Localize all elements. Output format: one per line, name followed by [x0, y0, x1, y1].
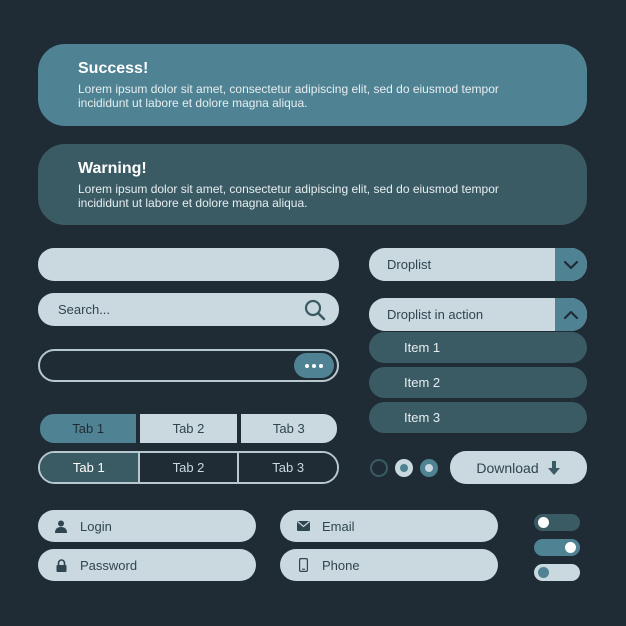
success-alert-title: Success!: [78, 60, 149, 77]
download-arrow-icon: [547, 460, 561, 476]
password-field[interactable]: [38, 549, 256, 581]
search-input[interactable]: [38, 293, 339, 326]
droplist[interactable]: [369, 248, 587, 281]
phone-field[interactable]: [280, 549, 498, 581]
login-label: Login: [80, 518, 112, 534]
tab-dark-1[interactable]: Tab 1: [40, 453, 138, 482]
droplist-open[interactable]: [369, 298, 587, 331]
dot-icon: [305, 364, 309, 368]
radio-unchecked[interactable]: [370, 459, 388, 477]
warning-alert-title: Warning!: [78, 159, 147, 177]
toggle-switch-2[interactable]: [534, 539, 580, 556]
radio-dot: [425, 464, 433, 472]
chevron-up-icon[interactable]: [555, 298, 587, 331]
success-alert: [38, 44, 587, 126]
droplist-label: Droplist: [387, 257, 432, 272]
tab-light-3[interactable]: Tab 3: [239, 412, 339, 445]
tab-light-2[interactable]: Tab 2: [138, 412, 238, 445]
password-label: Password: [80, 557, 138, 573]
droplist-item-2[interactable]: Item 2: [369, 367, 587, 398]
radio-dot: [400, 464, 408, 472]
radio-checked-light[interactable]: [395, 459, 413, 477]
radio-checked-dark[interactable]: [420, 459, 438, 477]
tab-dark-3[interactable]: Tab 3: [237, 453, 337, 482]
toggle-knob: [538, 517, 549, 528]
toggle-knob: [565, 542, 576, 553]
user-icon: [54, 519, 68, 533]
more-options-button[interactable]: [294, 353, 334, 378]
tab-light-1[interactable]: Tab 1: [38, 412, 138, 445]
phone-label: Phone: [322, 557, 360, 573]
warning-alert: [38, 144, 587, 225]
toggle-switch-3[interactable]: [534, 564, 580, 581]
tab-bar-light: [38, 412, 339, 445]
dot-icon: [319, 364, 323, 368]
download-label: Download: [476, 459, 539, 476]
dot-icon: [312, 364, 316, 368]
droplist-open-label: Droplist in action: [387, 307, 484, 322]
warning-alert-message-line2: incididunt ut labore et dolore magna aliqua.: [78, 195, 308, 210]
tab-bar-dark: [38, 451, 339, 484]
lock-icon: [54, 558, 68, 572]
toggle-knob: [538, 567, 549, 578]
email-field[interactable]: [280, 510, 498, 542]
success-alert-message-line1: Lorem ipsum dolor sit amet, consectetur adipiscing elit, sed do eiusmod tempor: [78, 82, 499, 96]
text-input[interactable]: [38, 248, 339, 281]
toggle-switch-1[interactable]: [534, 514, 580, 531]
warning-alert-message-line1: Lorem ipsum dolor sit amet, consectetur adipiscing elit, sed do eiusmod tempor: [78, 181, 499, 196]
success-alert-message-line2: incididunt ut labore et dolore magna aliqua.: [78, 96, 308, 110]
search-icon[interactable]: [303, 298, 327, 322]
download-button[interactable]: [450, 451, 587, 484]
email-label: Email: [322, 518, 355, 534]
phone-icon: [296, 558, 310, 572]
droplist-item-3[interactable]: Item 3: [369, 402, 587, 433]
login-field[interactable]: [38, 510, 256, 542]
mail-icon: [296, 519, 310, 533]
dark-text-input[interactable]: [38, 349, 339, 382]
tab-dark-2[interactable]: Tab 2: [138, 453, 238, 482]
droplist-item-1[interactable]: Item 1: [369, 332, 587, 363]
chevron-down-icon[interactable]: [555, 248, 587, 281]
search-placeholder: Search...: [58, 302, 111, 317]
